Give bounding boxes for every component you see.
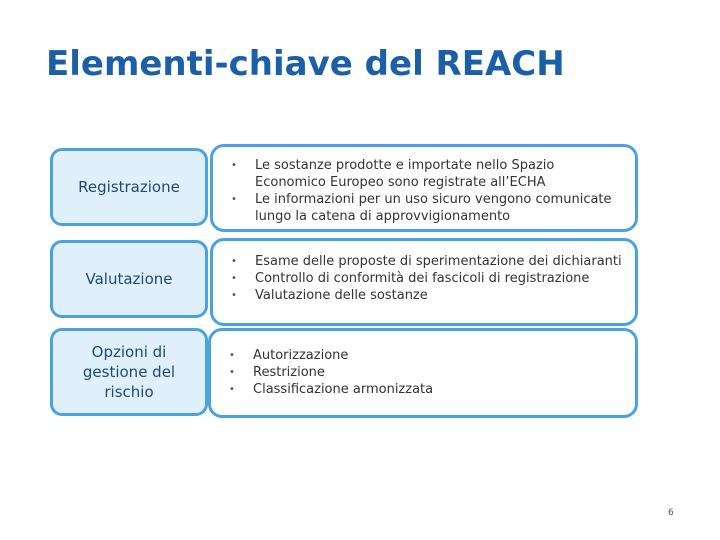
label-registrazione <box>50 148 208 226</box>
label-opzioni-gestione-rischio <box>50 328 208 416</box>
slide-title: Elementi-chiave del REACH <box>46 44 565 84</box>
list-item: • Restrizione <box>225 364 625 381</box>
label-opzioni-text: Opzioni di gestione del rischio <box>82 343 176 401</box>
list-item: • Autorizzazione <box>225 347 625 364</box>
valutazione-list <box>227 253 625 304</box>
list-item: • Classificazione armonizzata <box>225 381 625 398</box>
list-item: • Valutazione delle sostanze <box>227 287 625 304</box>
label-registrazione-text: Registrazione <box>78 178 180 196</box>
label-valutazione-text: Valutazione <box>85 270 173 288</box>
content-registrazione <box>210 144 638 232</box>
list-item: • Controllo di conformità dei fascicoli di registrazione <box>227 270 625 287</box>
opzioni-list <box>225 347 625 398</box>
registrazione-list <box>227 157 625 225</box>
page-number: 6 <box>668 508 674 518</box>
label-valutazione <box>50 240 208 318</box>
content-opzioni <box>208 328 638 418</box>
list-item: • Le sostanze prodotte e importate nello Spazio Economico Europeo sono registrate all’ECHA <box>227 157 625 191</box>
list-item: • Le informazioni per un uso sicuro vengono comunicate lungo la catena di approvvigionamento <box>227 191 625 225</box>
list-item: • Esame delle proposte di sperimentazione dei dichiaranti <box>227 253 625 270</box>
content-valutazione <box>210 238 638 326</box>
